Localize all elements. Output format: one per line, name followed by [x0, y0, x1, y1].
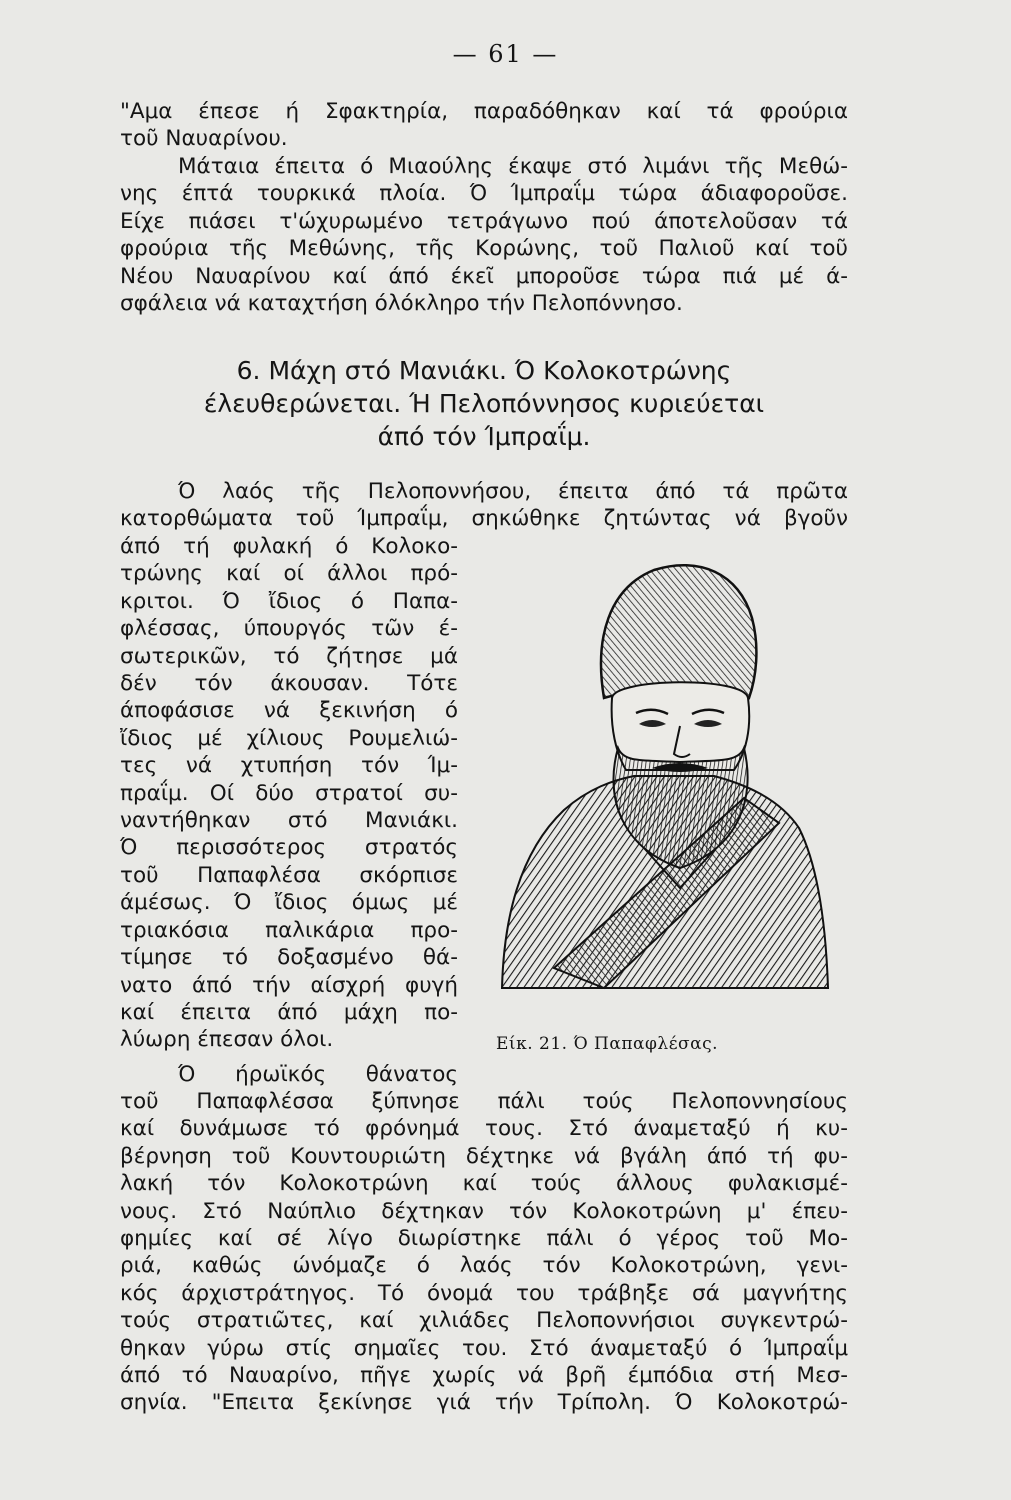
text-line: σωτερικῶν, τό ζήτησε μά [120, 643, 458, 669]
text-line: τες νά χτυπήση τόν Ίμ- [120, 753, 458, 779]
text-line: σφάλεια νά καταχτήση όλόκληρο τήν Πελοπόννησο. [120, 291, 683, 317]
text-line: βέρνηση τοῦ Κουντουριώτη δέχτηκε νά βγάλη άπό τή φυ- [120, 1143, 848, 1169]
text-line: τίμησε τό δοξασμένο θά- [120, 945, 458, 971]
text-line: καί δυνάμωσε τό φρόνημά τους. Στό άναμεταξύ ή κυ- [120, 1116, 848, 1142]
paragraph-2 [120, 153, 848, 317]
page-number: — 61 — [452, 40, 559, 68]
text-line: νατο άπό τήν αίσχρή φυγή [120, 972, 458, 998]
portrait-engraving [494, 548, 836, 996]
text-line: σηνία. "Επειτα ξεκίνησε γιά τήν Τρίπολη. Ό Κολοκοτρώ- [120, 1390, 848, 1416]
text-line: ναντήθηκαν στό Μανιάκι. [120, 808, 458, 834]
text-line: τοῦ Παπαφλέσα σκόρπισε [120, 862, 458, 888]
text-line: ἴδιος μέ χίλιους Ρουμελιώ- [120, 725, 458, 751]
heading-line: 6. Μάχη στό Μανιάκι. Ό Κολοκοτρώνης [236, 356, 732, 385]
text-line: φρούρια τῆς Μεθώνης, τῆς Κορώνης, τοῦ Παλιοῦ καί τοῦ [120, 236, 848, 262]
text-line: Ό λαός τῆς Πελοποννήσου, έπειτα άπό τά πρῶτα [178, 479, 848, 504]
heading-line: έλευθερώνεται. Ή Πελοπόννησος κυριεύεται [203, 389, 765, 418]
text-line: φημίες καί σέ λίγο διωρίστηκε πάλι ό γέρος τοῦ Μο- [120, 1226, 848, 1252]
paragraph-3-wrap [120, 533, 458, 1054]
paragraph-1 [120, 98, 848, 153]
text-line: "Αμα έπεσε ή Σφακτηρία, παραδόθηκαν καί τά φρούρια [120, 99, 848, 124]
text-line: τριακόσια παλικάρια προ- [120, 917, 458, 943]
paragraph-4-first [120, 1061, 458, 1088]
text-line: Ό περισσότερος στρατός [120, 835, 458, 861]
text-line: Μάταια έπειτα ό Μιαούλης έκαψε στό λιμάνι τῆς Μεθώ- [178, 154, 848, 179]
text-line: ριά, καθώς ώνόμαζε ό λαός τόν Κολοκοτρώνη, γενι- [120, 1253, 848, 1279]
text-line: Είχε πιάσει τ'ώχυρωμένο τετράγωνο πού άποτελοῦσαν τά [120, 208, 848, 234]
text-line: κριτοι. Ό ἴδιος ό Παπα- [120, 588, 458, 614]
text-line: τοῦ Παπαφλέσσα ξύπνησε πάλι τούς Πελοποννησίους [120, 1089, 848, 1114]
paragraph-3-full [120, 478, 848, 533]
portrait-figure [494, 548, 836, 996]
text-line: τοῦ Ναυαρίνου. [120, 126, 288, 152]
text-line: πραΐμ. Οί δύο στρατοί συ- [120, 780, 458, 806]
text-line: καί έπειτα άπό μάχη πο- [120, 999, 458, 1025]
text-line: άπό τό Ναυαρίνο, πῆγε χωρίς νά βρῆ έμπόδια στή Μεσ- [120, 1363, 848, 1389]
text-line: Ό ήρωϊκός θάνατος [178, 1062, 458, 1087]
paragraph-4 [120, 1088, 848, 1417]
text-line: νης έπτά τουρκικά πλοία. Ό Ίμπραΐμ τώρα άδιαφοροῦσε. [120, 181, 848, 207]
text-line: άπό τή φυλακή ό Κολοκο- [120, 534, 458, 559]
text-line: κός άρχιστράτηγος. Τό όνομά του τράβηξε σά μαγνήτης [120, 1280, 848, 1306]
text-line: νους. Στό Ναύπλιο δέχτηκαν τόν Κολοκοτρώνη μ' έπευ- [120, 1198, 848, 1224]
heading-line: άπό τόν Ίμπραΐμ. [377, 422, 591, 451]
text-line: θηκαν γύρω στίς σημαῖες του. Στό άναμεταξύ ό Ίμπραΐμ [120, 1335, 848, 1361]
text-line: άμέσως. Ό ἴδιος όμως μέ [120, 890, 458, 916]
text-line: κατορθώματα τοῦ Ίμπραΐμ, σηκώθηκε ζητώντας νά βγοῦν [120, 506, 848, 532]
section-heading [120, 354, 848, 453]
figure-caption: Είκ. 21. Ό Παπαφλέσας. [496, 1034, 719, 1054]
text-line: άποφάσισε νά ξεκινήση ό [120, 698, 458, 724]
text-line: τρώνης καί οί άλλοι πρό- [120, 561, 458, 587]
text-line: Νέου Ναυαρίνου καί άπό έκεῖ μποροῦσε τώρα πιά μέ ά- [120, 263, 848, 289]
text-line: λακή τόν Κολοκοτρώνη καί τούς άλλους φυλακισμέ- [120, 1171, 848, 1197]
text-line: λύωρη έπεσαν όλοι. [120, 1027, 334, 1053]
text-line: δέν τόν άκουσαν. Τότε [120, 671, 458, 697]
text-line: φλέσσας, ύπουργός τῶν έ- [120, 616, 458, 642]
text-line: τούς στρατιῶτες, καί χιλιάδες Πελοποννήσιοι συγκεντρώ- [120, 1308, 848, 1334]
